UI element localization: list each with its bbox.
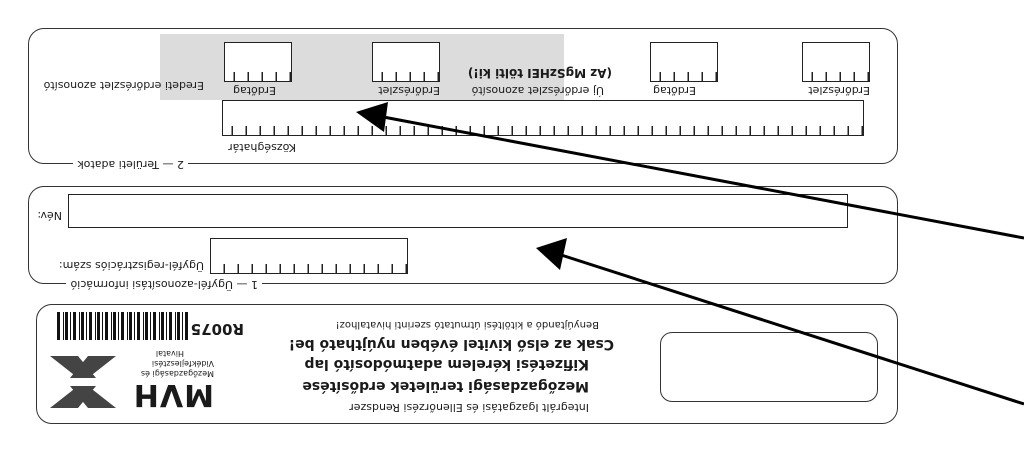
form-title-line2: Kifizetési kérelem adatmódosító lap	[304, 356, 589, 372]
arrow-head-upper	[356, 102, 388, 132]
arrow-shaft-upper	[378, 116, 1024, 238]
arrow-head-lower	[536, 238, 567, 270]
name-label: Név:	[37, 209, 62, 222]
registration-label: Ügyfél-regisztrációs szám:	[58, 259, 204, 272]
erdotag-label-2: Erdőtag	[652, 84, 696, 97]
arrow-shaft-lower	[558, 254, 1024, 404]
kozseghatar-label: Községhatár	[228, 141, 296, 154]
original-id-label: Eredeti erdőrészlet azonosító	[43, 79, 204, 92]
form-title-line1: Mezőgazdasági területek erdősítése	[302, 378, 589, 394]
erdoresz-label-2: Erdőrészlet	[808, 84, 870, 97]
filled-by-note: (Az MgSzHEI tölti ki!)	[467, 66, 612, 80]
form-code: R0075	[190, 320, 244, 338]
section1-legend: 1 — Ügyfél-azonosítási információ	[66, 278, 262, 291]
new-id-label: Új erdőrészlet azonosító	[471, 84, 604, 97]
logo-line3: Hivatal	[155, 349, 184, 358]
logo-brand: MVH	[132, 377, 214, 412]
system-name: Integrált Igazgatási és Ellenőrzési Rendszer	[349, 401, 589, 414]
logo-line2: Vidékfejlesztési	[151, 359, 214, 368]
form-subtitle: Benyújtandó a kitöltési útmutató szerinti hivatalhoz!	[335, 319, 599, 330]
erdoresz-label-1: Erdőrészlet	[378, 84, 440, 97]
erdotag-label-1: Erdőtag	[232, 84, 276, 97]
logo-line1: Mezőgazdasági és	[140, 369, 214, 378]
section2-legend: 2 — Területi adatok	[73, 158, 188, 171]
form-title-line3: Csak az első kivitel évében nyújtható be!	[288, 336, 614, 352]
